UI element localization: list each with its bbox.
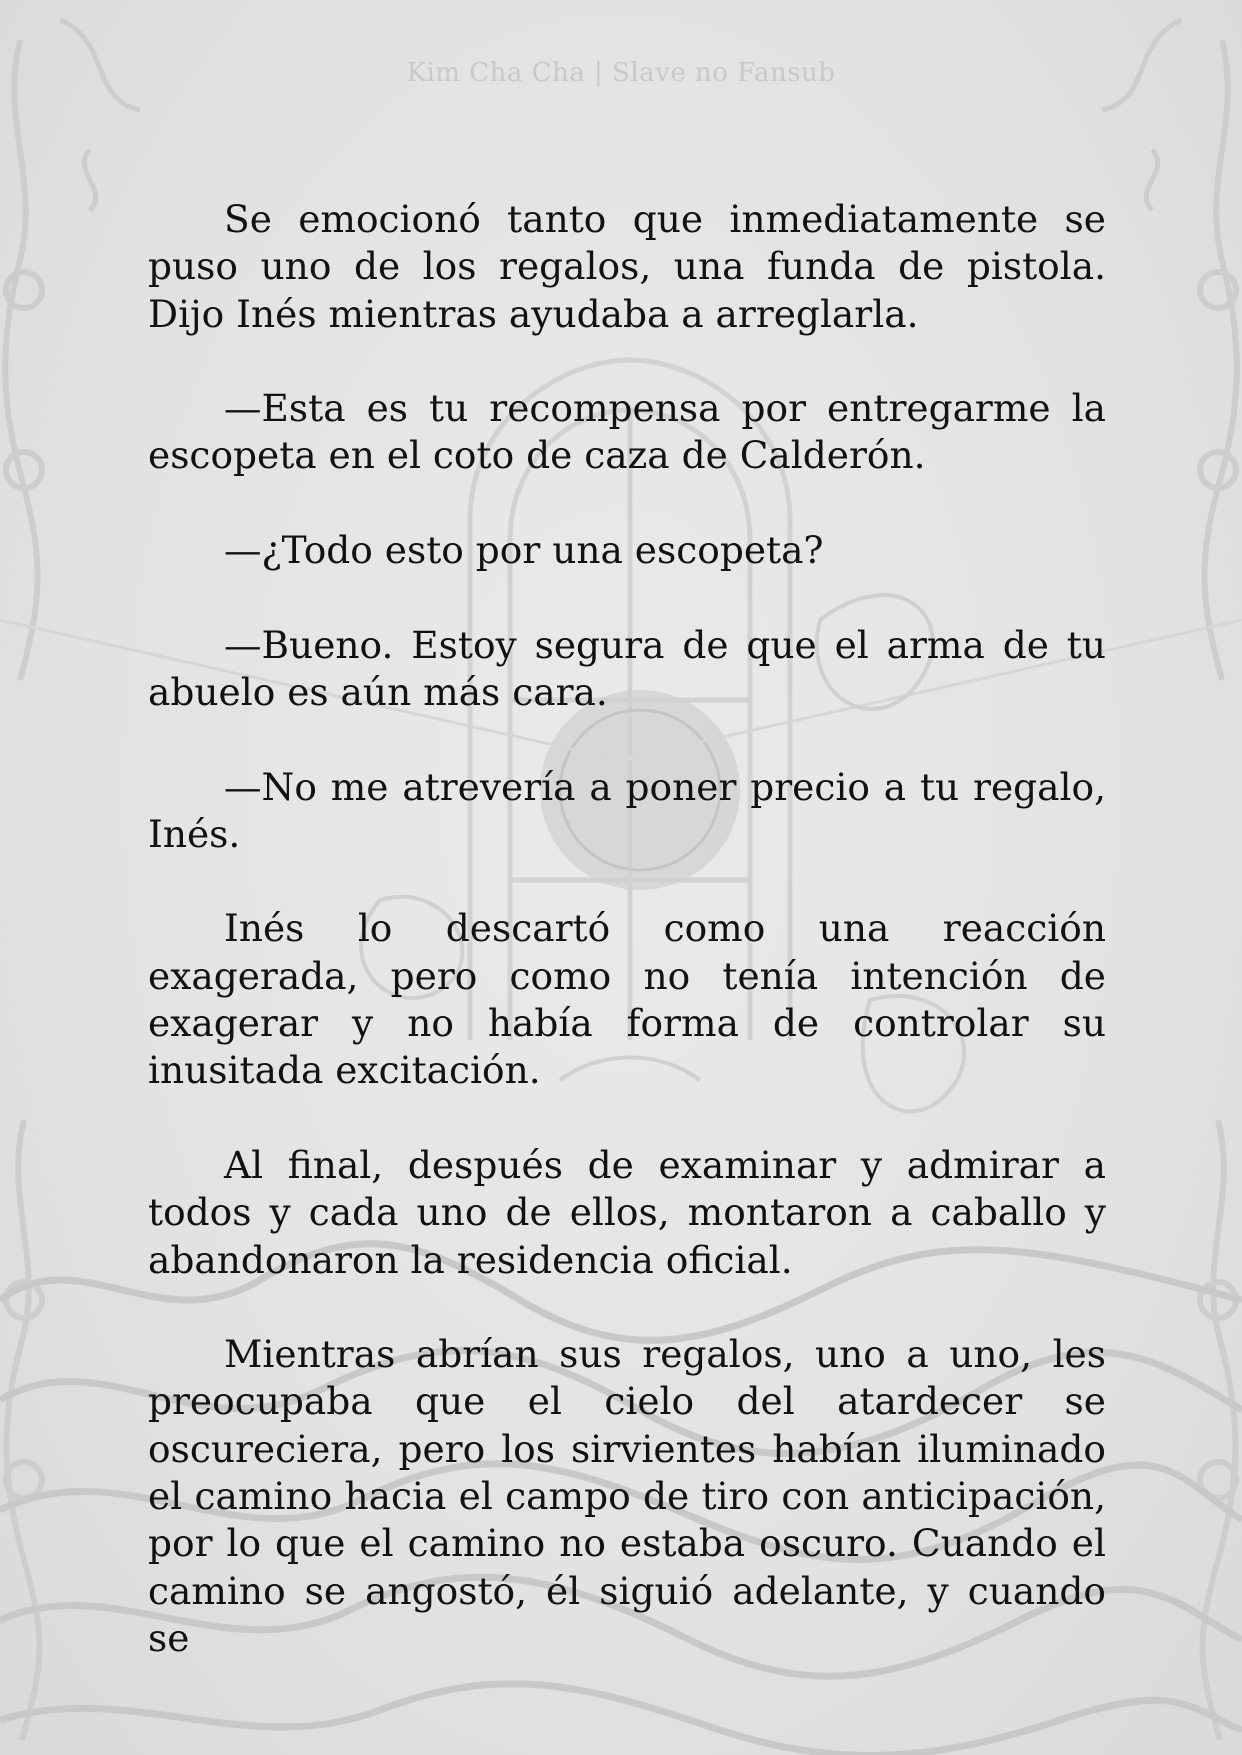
left-border-ornament (5, 20, 140, 1740)
paragraph: —¿Todo esto por una escopeta? (224, 528, 824, 573)
paragraph: Al final, después de examinar y admirar a todos y cada uno de ellos, montaron a caballo y abandonaron la residencia oficial. (148, 1142, 1106, 1282)
right-border-ornament (1102, 20, 1237, 1740)
paragraph: Mientras abrían sus regalos, uno a uno, les preocupaba que el cielo del atardecer se oscureciera, pero los sirvientes habían iluminado el camino hacia el campo de tiro con anticipación, por lo que el camino no estaba oscuro. Cuando el camino se angostó, él siguió adelante, y cuando se (148, 1332, 1106, 1660)
paragraph: —No me atrevería a poner precio a tu regalo, Inés. (148, 764, 1106, 856)
paragraph: Se emocionó tanto que inmediatamente se puso uno de los regalos, una funda de pistola. Dijo Inés mientras ayudaba a arreglarla. (148, 197, 1106, 336)
paragraph: —Esta es tu recompensa por entregarme la escopeta en el coto de caza de Calderón. (148, 386, 1106, 478)
paragraph: Inés lo descartó como una reacción exagerada, pero como no tenía intención de exagerar y no había forma de controlar su inusitada excitación. (148, 906, 1106, 1093)
fansub-watermark: Kim Cha Cha | Slave no Fansub (406, 58, 836, 88)
paragraph: —Bueno. Estoy segura de que el arma de tu abuelo es aún más cara. (148, 622, 1106, 714)
body-text (148, 196, 1106, 1710)
